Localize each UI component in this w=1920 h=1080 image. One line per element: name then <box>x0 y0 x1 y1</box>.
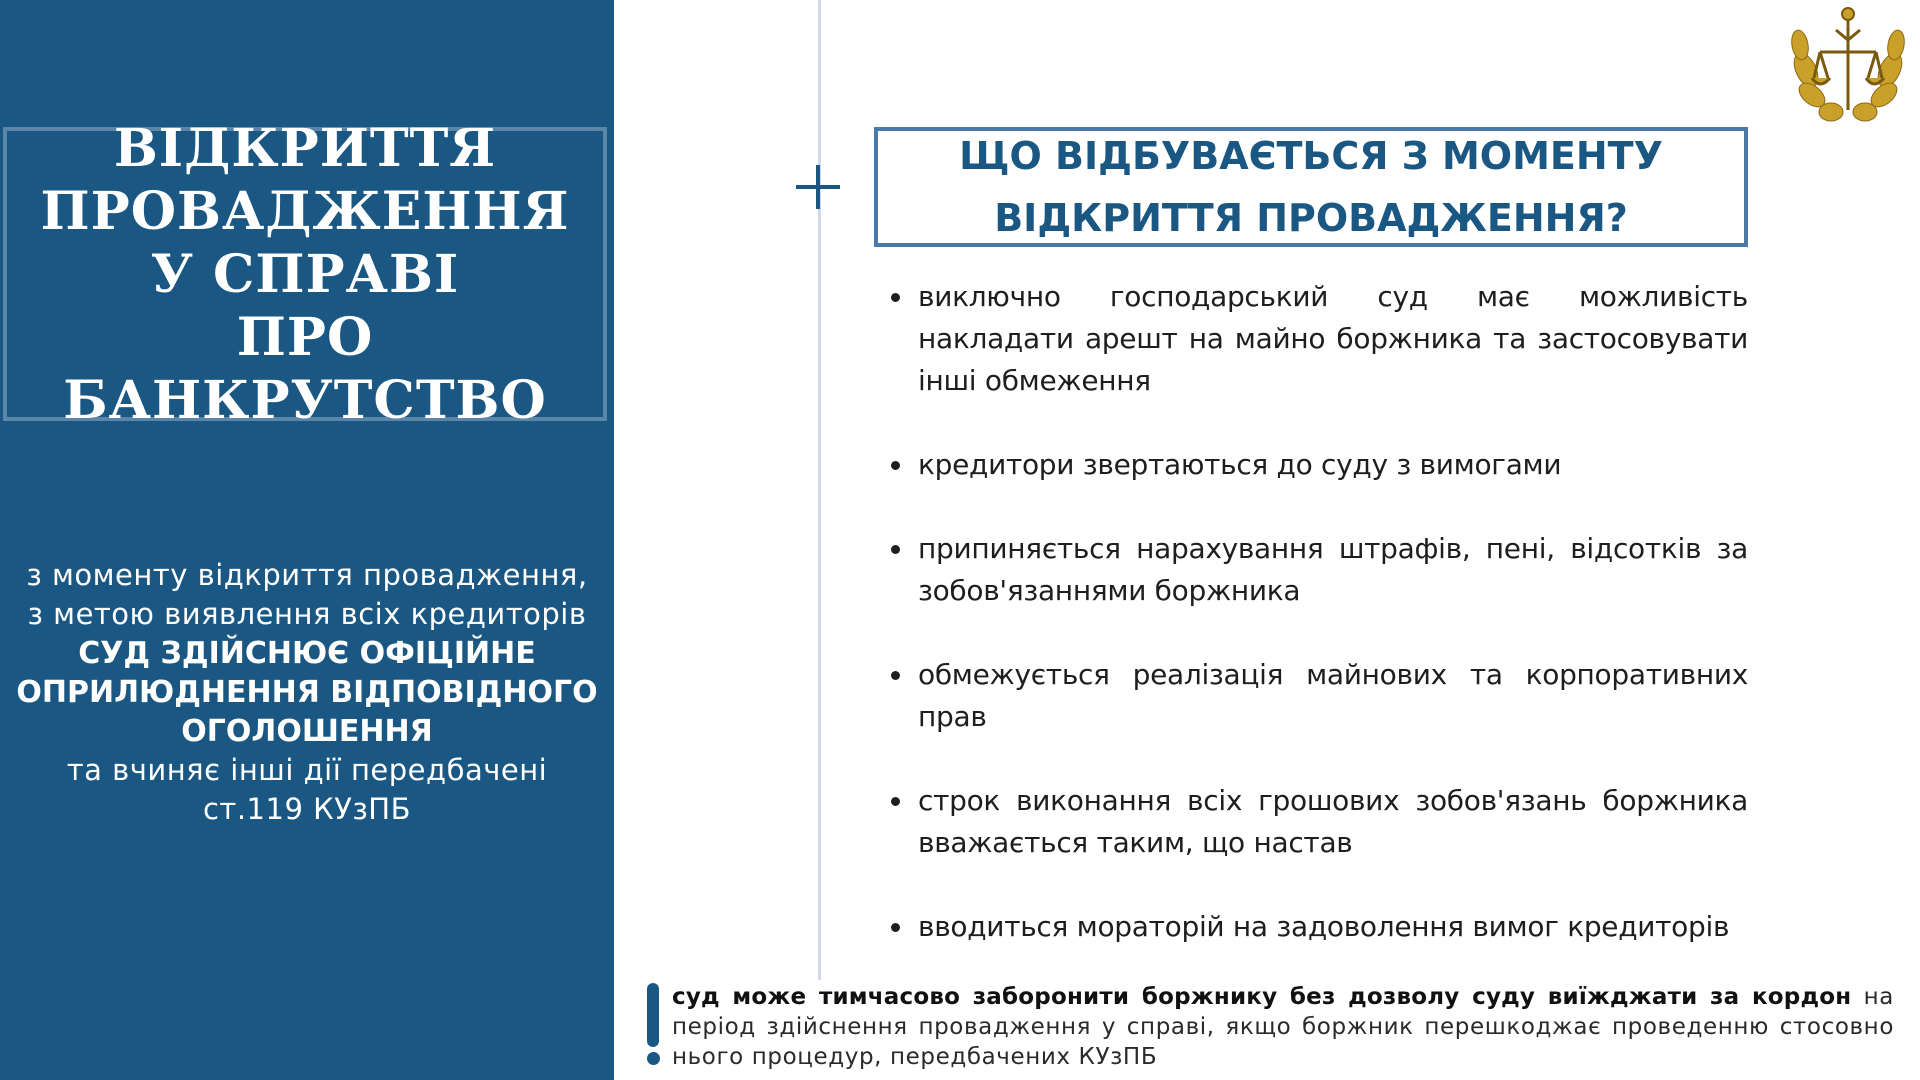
left-panel <box>0 0 614 1080</box>
title-line: ПРО БАНКРУТСТВО <box>63 306 547 431</box>
title-box <box>3 117 607 431</box>
bullet-dot-icon <box>891 545 900 554</box>
question-box <box>874 127 1748 247</box>
question-line: ЩО ВІДБУВАЄТЬСЯ З МОМЕНТУ <box>959 134 1663 178</box>
page-title <box>7 117 603 432</box>
left-description <box>0 556 614 829</box>
list-item <box>888 906 1748 948</box>
list-item <box>888 654 1748 738</box>
note-bold: суд може тимчасово заборонити боржнику без дозволу суду виїжджати за кордон <box>672 984 1852 1010</box>
note-accent-dot <box>647 1052 660 1065</box>
list-item <box>888 444 1748 486</box>
question-heading <box>959 125 1663 249</box>
bullet-dot-icon <box>891 923 900 932</box>
desc-line: ст.119 КУзПБ <box>202 792 411 826</box>
bullet-text: кредитори звертаються до суду з вимогами <box>918 448 1562 481</box>
title-line: У СПРАВІ <box>150 243 460 305</box>
list-item <box>888 780 1748 864</box>
bullet-text: виключно господарський суд має можливість накладати арешт на майно боржника та застосовувати інші обмеження <box>918 280 1748 397</box>
bullet-dot-icon <box>891 671 900 680</box>
bullet-text: строк виконання всіх грошових зобов'язань боржника вважається таким, що настав <box>918 784 1748 859</box>
bullet-dot-icon <box>891 797 900 806</box>
list-item <box>888 528 1748 612</box>
title-line: ВІДКРИТТЯ <box>113 117 497 179</box>
list-item <box>888 276 1748 402</box>
desc-bold-line: ОПРИЛЮДНЕННЯ ВІДПОВІДНОГО <box>16 675 598 710</box>
question-line: ВІДКРИТТЯ ПРОВАДЖЕННЯ? <box>994 196 1628 240</box>
bullet-text: вводиться мораторій на задоволення вимог кредиторів <box>918 910 1730 943</box>
desc-line: з метою виявлення всіх кредиторів <box>27 597 587 631</box>
bullet-text: обмежується реалізація майнових та корпоративних прав <box>918 658 1748 733</box>
desc-line: та вчиняє інші дії передбачені <box>66 753 548 787</box>
plus-icon <box>796 165 840 209</box>
desc-bold-line: ОГОЛОШЕННЯ <box>181 714 433 749</box>
note-rest: на період здійснення провадження у справі, якщо боржник перешкоджає проведенню стосовно нього процедур, передбачених КУзПБ <box>672 984 1894 1070</box>
bullet-dot-icon <box>891 293 900 302</box>
note-accent-bar <box>647 983 659 1047</box>
title-line: ПРОВАДЖЕННЯ <box>40 180 570 242</box>
bullet-dot-icon <box>891 461 900 470</box>
footer-note <box>672 982 1894 1072</box>
desc-bold-line: СУД ЗДІЙСНЮЄ ОФІЦІЙНЕ <box>78 636 536 671</box>
bullet-list <box>888 276 1748 990</box>
vertical-divider <box>818 0 821 980</box>
court-emblem-icon <box>1776 0 1920 132</box>
desc-line: з моменту відкриття провадження, <box>26 558 588 592</box>
bullet-text: припиняється нарахування штрафів, пені, відсотків за зобов'язаннями боржника <box>918 532 1748 607</box>
